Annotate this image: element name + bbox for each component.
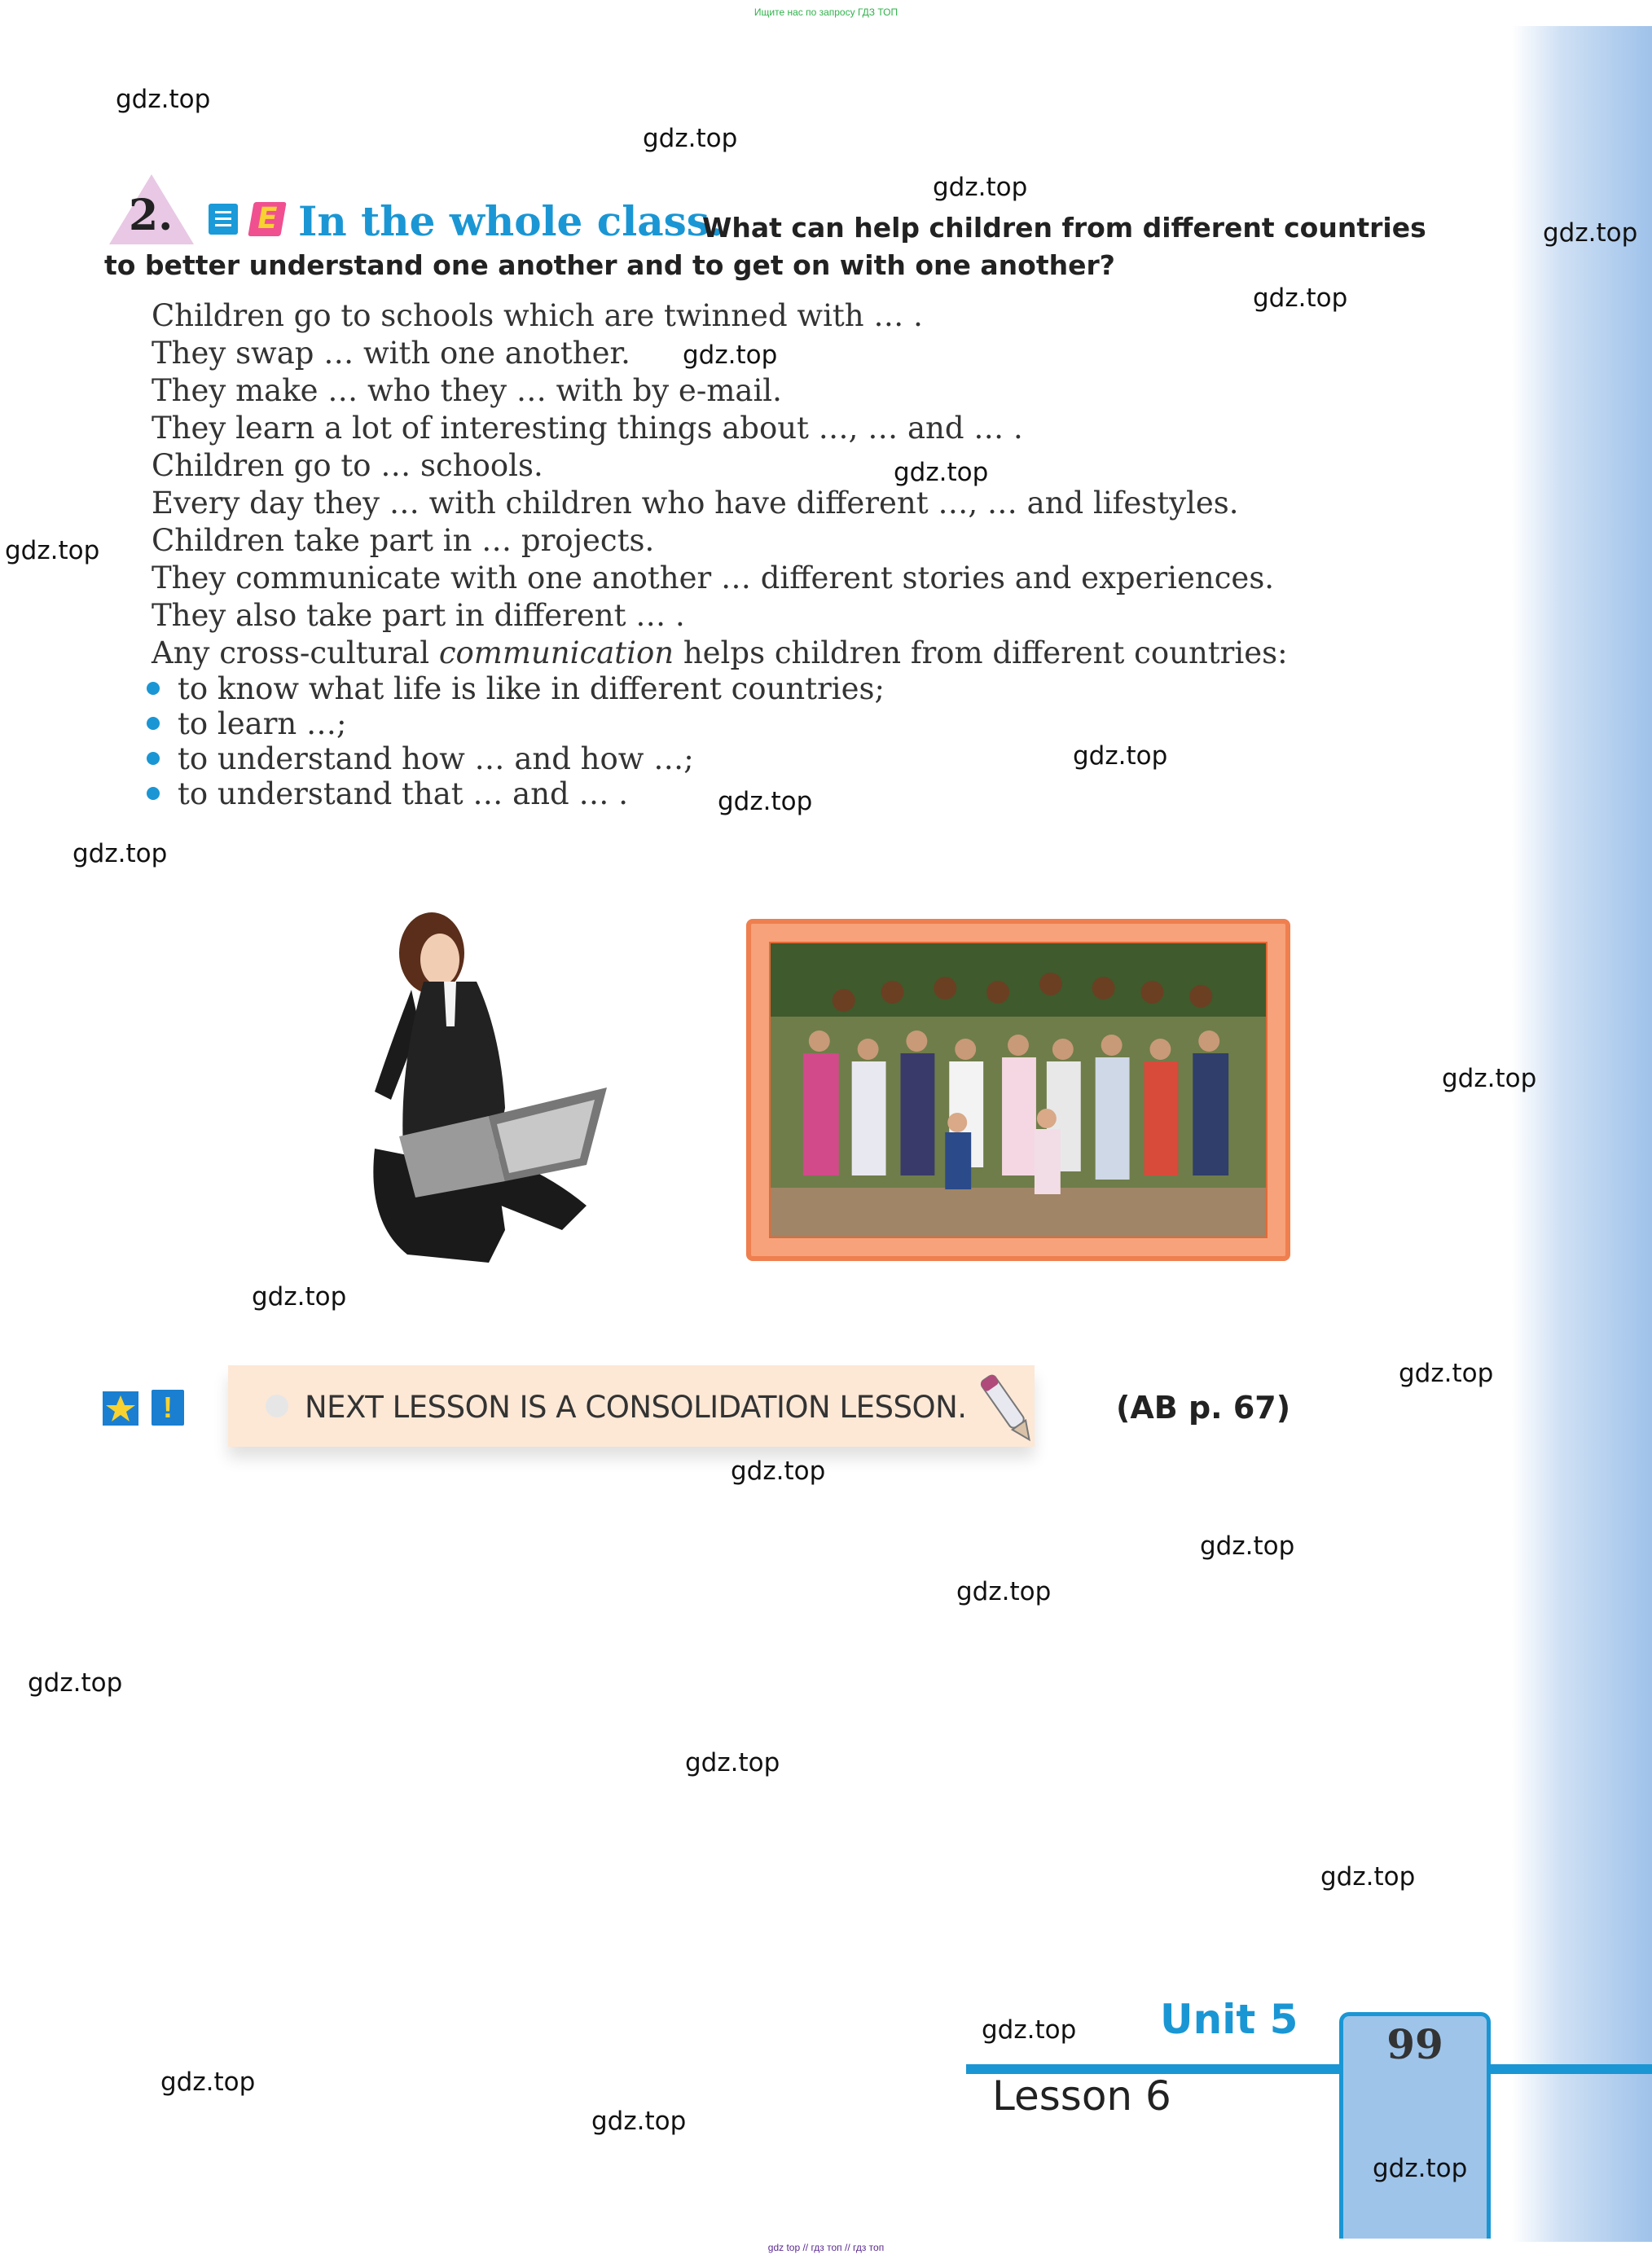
- summary-after: helps children from different countries:: [674, 635, 1288, 670]
- exercise-line: Children take part in … projects.: [152, 523, 655, 558]
- site-search-hint: Ищите нас по запросу ГДЗ ТОП: [754, 7, 898, 18]
- list-item: to learn …;: [147, 706, 885, 741]
- watermark: gdz.top: [894, 458, 989, 487]
- watermark: gdz.top: [1373, 2154, 1468, 2183]
- exercise-line: Children go to schools which are twinned with … .: [152, 298, 923, 333]
- exercise-lines: [152, 297, 1288, 672]
- list-item: to know what life is like in different countries;: [147, 671, 885, 706]
- list-item: to understand that … and … .: [147, 776, 885, 811]
- unit-label: Unit 5: [1160, 1996, 1298, 2043]
- star-icon: [103, 1391, 138, 1426]
- task-number: 2.: [129, 191, 174, 240]
- watermark: gdz.top: [1399, 1359, 1494, 1388]
- side-decoration: [1512, 26, 1652, 2242]
- exercise-line: Every day they … with children who have different …, … and lifestyles.: [152, 486, 1239, 521]
- watermark: gdz.top: [982, 2015, 1077, 2045]
- watermark: gdz.top: [116, 85, 211, 114]
- exercise-line: They also take part in different … .: [152, 598, 685, 633]
- exercise-line: They make … who they … with by e-mail.: [152, 373, 782, 408]
- pen-icon: [974, 1365, 1039, 1450]
- children-group-image: [771, 943, 1266, 1237]
- task-question: What can help children from different countries: [702, 212, 1426, 244]
- bullet-icon: [147, 682, 160, 695]
- watermark: gdz.top: [1200, 1531, 1295, 1561]
- watermark: gdz.top: [685, 1748, 780, 1777]
- watermark: gdz.top: [160, 2067, 256, 2097]
- group-photo-frame: [746, 919, 1290, 1261]
- site-credit: gdz top // гдз топ // гдз топ: [767, 2242, 885, 2253]
- watermark: gdz.top: [5, 536, 100, 565]
- watermark: gdz.top: [72, 839, 168, 868]
- watermark: gdz.top: [933, 173, 1028, 202]
- watermark: gdz.top: [252, 1282, 347, 1312]
- bullet-list: [147, 671, 885, 811]
- exercise-line: They communicate with one another … different stories and experiences.: [152, 560, 1275, 595]
- watermark: gdz.top: [956, 1577, 1052, 1606]
- woman-with-laptop-photo: [342, 904, 619, 1279]
- watermark: gdz.top: [1253, 283, 1348, 313]
- banner-dot-icon: [266, 1395, 288, 1417]
- watermark: gdz.top: [1543, 218, 1638, 248]
- exercise-line: They learn a lot of interesting things about …, … and … .: [152, 411, 1023, 446]
- watermark: gdz.top: [731, 1457, 826, 1486]
- next-lesson-text: NEXT LESSON IS A CONSOLIDATION LESSON.: [305, 1390, 967, 1425]
- watermark: gdz.top: [28, 1668, 123, 1698]
- activity-book-reference: (AB p. 67): [1116, 1390, 1291, 1426]
- watermark: gdz.top: [718, 787, 813, 816]
- bullet-icon: [147, 752, 160, 765]
- exercise-line: They swap … with one another.: [152, 336, 630, 371]
- watermark: gdz.top: [1442, 1064, 1537, 1093]
- task-title: In the whole class.: [298, 197, 724, 245]
- e-icon: E: [248, 202, 286, 236]
- bullet-icon: [147, 717, 160, 730]
- page-number: 99: [1386, 2020, 1443, 2068]
- exercise-line: Children go to … schools.: [152, 448, 543, 483]
- summary-italic: communication: [438, 635, 674, 670]
- summary-line: [152, 635, 1288, 672]
- watermark: gdz.top: [1073, 741, 1168, 771]
- exclamation-icon: !: [152, 1390, 184, 1426]
- watermark: gdz.top: [643, 124, 738, 153]
- group-photo: [769, 942, 1268, 1238]
- task-question-continued: to better understand one another and to get on with one another?: [104, 249, 1115, 281]
- watermark: gdz.top: [683, 341, 778, 370]
- bullet-icon: [147, 787, 160, 800]
- lesson-label: Lesson 6: [992, 2072, 1171, 2120]
- summary-before: Any cross-cultural: [152, 635, 439, 670]
- list-item: to understand how … and how …;: [147, 741, 885, 776]
- watermark: gdz.top: [591, 2107, 687, 2136]
- list-icon: [209, 204, 238, 235]
- watermark: gdz.top: [1320, 1862, 1416, 1892]
